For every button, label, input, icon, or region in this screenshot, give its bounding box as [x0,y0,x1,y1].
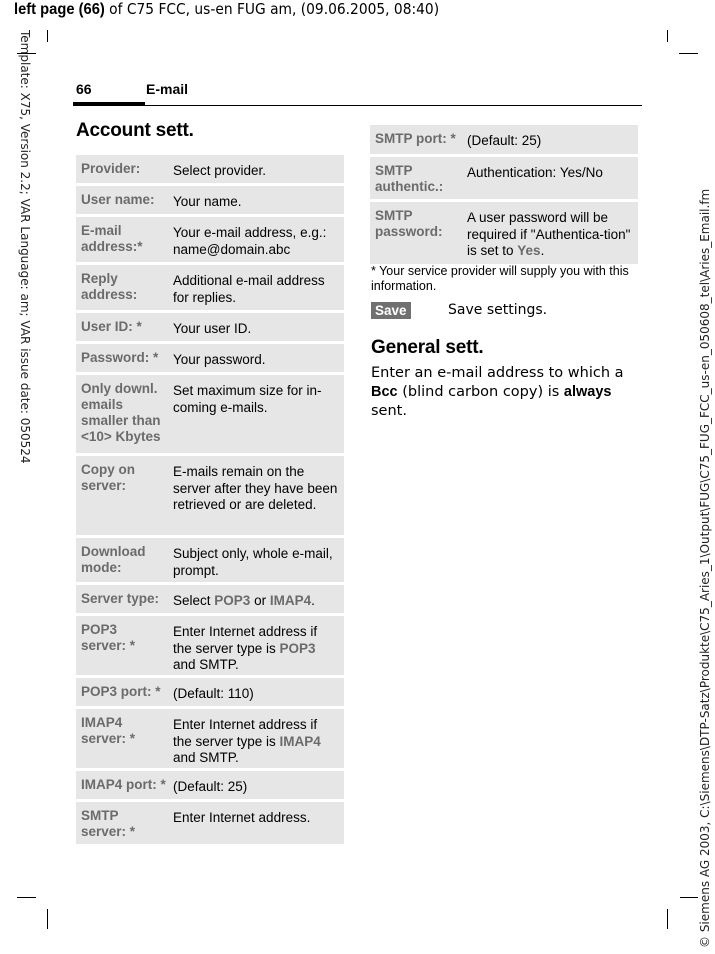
copyright-path-text: © Siemens AG 2003, C:\Siemens\DTP-Satz\Produkte\C75_Aries_1\Output\FUG\C75_FUG_FCC_us-en_050608_tel\Aries_Email.fm [698,188,712,948]
row-value: Select provider. [173,163,267,178]
row-value [467,208,638,258]
row-value: Additional e-mail address for replies. [173,273,325,305]
crop-mark [680,897,698,898]
table-row [76,456,344,535]
save-description: Save settings. [448,302,548,318]
header-rule-thick [73,102,145,106]
table-row [76,709,344,768]
text: sent. [371,403,407,419]
row-label: E-mail address:* [81,223,143,254]
row-label: SMTP authentic.: [375,163,444,194]
section-title-account: Account sett. [76,120,194,141]
row-label: User name: [81,192,155,207]
row-value: Subject only, whole e-mail, prompt. [173,546,333,578]
row-label: IMAP4 server: * [81,715,136,746]
table-row [76,217,344,262]
row-label: Provider: [81,161,141,176]
row-label: User ID: * [81,319,142,334]
row-label: Copy on server: [81,462,135,493]
value-text: and SMTP. [173,657,239,672]
text: Enter an e-mail address to which a [371,365,624,381]
table-row [76,802,344,844]
row-label: POP3 server: * [81,622,136,653]
row-value: Your password. [173,352,266,367]
page-number: 66 [76,81,92,97]
row-value: (Default: 25) [173,779,248,794]
crop-mark [17,897,36,898]
footnote: * Your service provider will supply you with this information. [371,264,629,293]
row-value: (Default: 25) [467,133,542,148]
header-rule [145,105,642,106]
emphasis-always: always [563,384,612,400]
row-label: Only downl. emails smaller than <10> Kbytes [81,381,161,444]
row-label: SMTP server: * [81,808,136,839]
option-yes: Yes [517,243,541,258]
table-row [370,157,638,199]
crop-mark [667,30,668,42]
row-value [173,715,344,765]
option-pop3: POP3 [214,593,251,608]
table-row [76,265,344,310]
row-label: SMTP port: * [375,131,456,146]
row-label: Reply address: [81,271,138,302]
section-title-general: General sett. [371,337,484,358]
value-text: . [311,593,315,608]
row-label: Server type: [81,591,160,606]
table-row [76,155,344,183]
table-row [76,616,344,675]
row-value: Your name. [173,194,242,209]
save-softkey-row [371,302,411,320]
row-value [173,622,344,672]
crop-mark [47,909,48,929]
value-text: . [540,243,545,258]
value-text: and SMTP. [173,750,239,765]
row-label: Password: * [81,350,159,365]
print-header-info: of C75 FCC, us-en FUG am, (09.06.2005, 08:40) [104,0,440,18]
table-row [76,771,344,799]
value-text: or [250,593,270,608]
row-value [173,591,344,607]
value-text: Select [173,593,215,608]
template-info-text: Template: X75, Version 2.2; VAR Language: am; VAR issue date: 050524 [18,30,32,464]
crop-mark [47,30,48,42]
text: (blind carbon copy) is [397,384,564,400]
table-row [370,125,638,154]
table-row [76,313,344,341]
bcc-term: Bcc [371,384,398,400]
value-text: Enter Internet address if the server type is [173,624,318,656]
crop-mark [667,909,668,929]
table-row [76,538,344,582]
option-imap4: IMAP4 [279,733,321,749]
account-settings-table-continued [370,125,638,267]
row-value: Your user ID. [173,321,252,336]
table-row [76,375,344,453]
table-row [76,186,344,214]
row-value: E-mails remain on the server after they have been retrieved or are deleted. [173,464,338,512]
row-label: POP3 port: * [81,684,161,699]
table-row [370,202,638,264]
row-label: Download mode: [81,544,146,575]
option-pop3: POP3 [279,640,316,656]
row-value: Your e-mail address, e.g.: name@domain.abc [173,225,327,257]
row-value: (Default: 110) [173,686,254,701]
row-value: Enter Internet address. [173,810,311,825]
template-info [2,30,32,490]
table-row [76,344,344,372]
print-header [14,0,439,19]
print-header-page: left page (66) [14,1,105,18]
table-row [76,585,344,613]
chapter-title: E-mail [146,81,189,97]
account-settings-table [76,155,344,847]
row-value: Authentication: Yes/No [467,165,603,180]
row-label: SMTP password: [375,208,443,239]
general-description [371,364,646,421]
row-label: IMAP4 port: * [81,777,166,792]
value-text: Enter Internet address if the server type is [173,717,318,749]
value-text: A user password will be required if "Authentica-tion" is set to [467,210,631,258]
save-softkey[interactable]: Save [371,302,411,319]
table-row [76,678,344,706]
option-imap4: IMAP4 [269,593,312,608]
row-value: Set maximum size for in-coming e-mails. [173,383,322,415]
crop-mark [679,53,698,54]
